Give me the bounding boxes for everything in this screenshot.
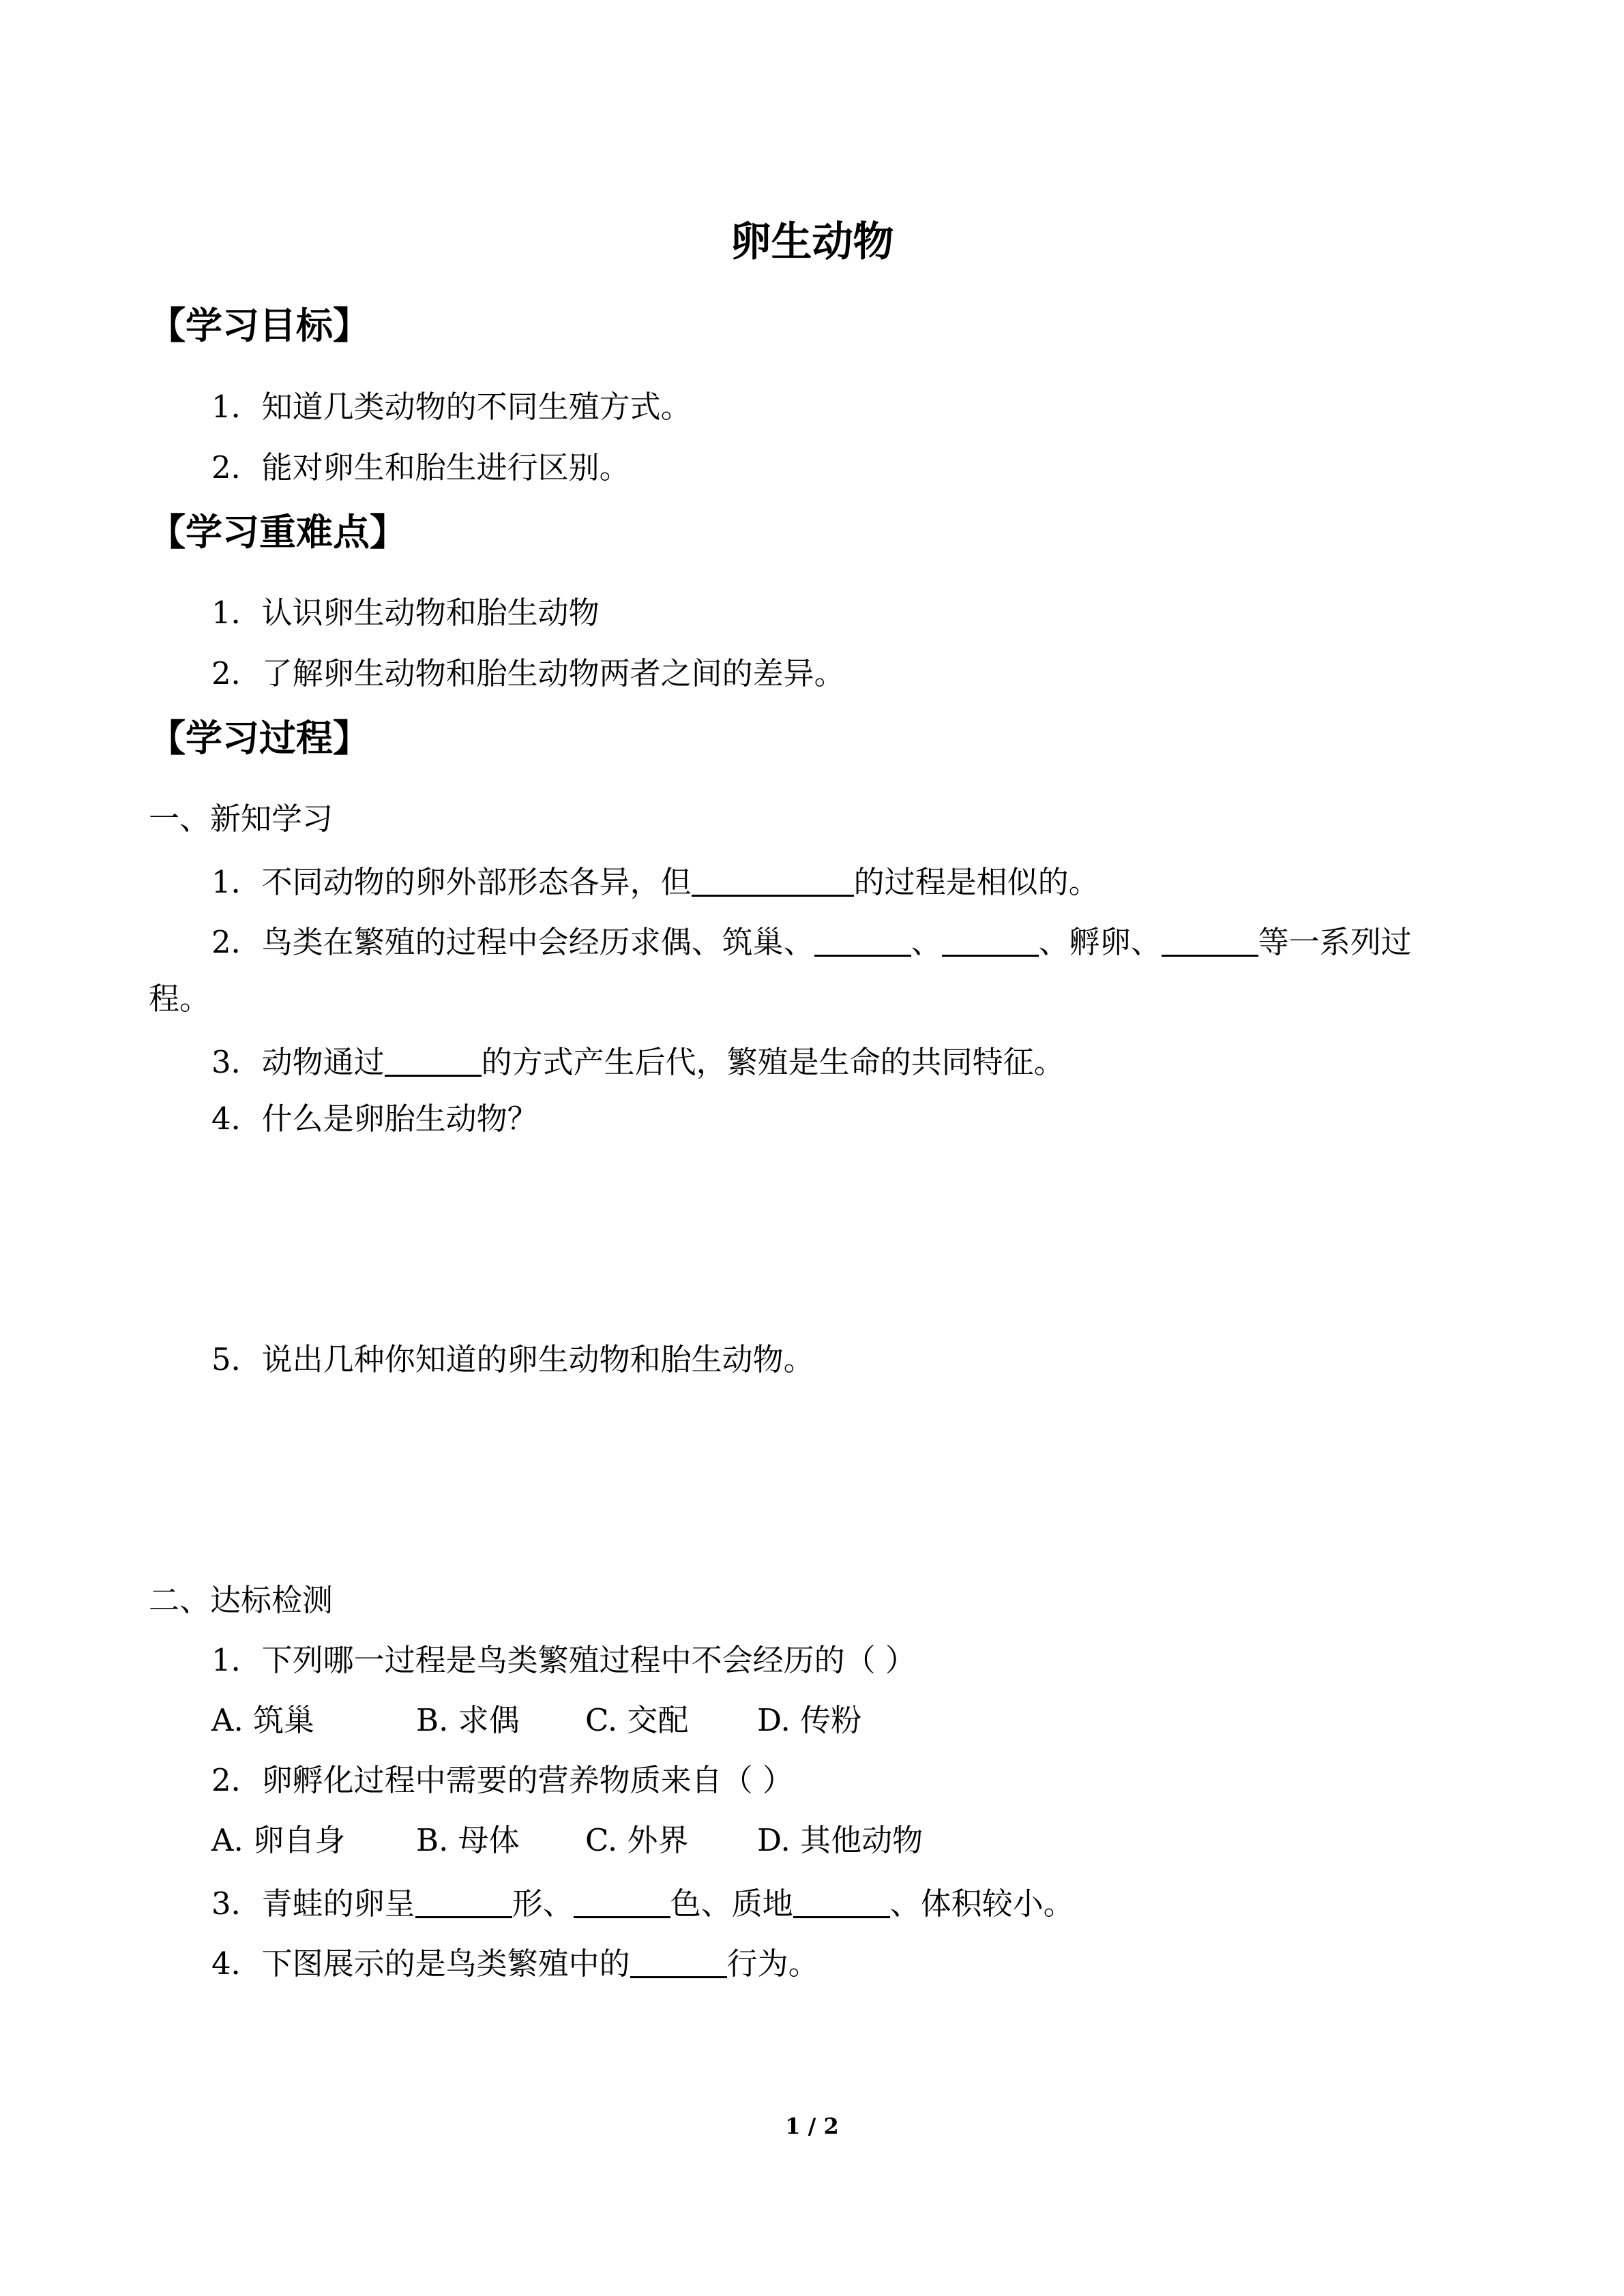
option-b[interactable]: B. 母体	[416, 1822, 520, 1858]
page-number: 1 / 2	[785, 2113, 839, 2139]
answer-blank[interactable]	[415, 1883, 512, 1918]
page-title: 卵生动物	[730, 218, 894, 266]
answer-blank[interactable]	[1162, 922, 1258, 957]
objectives-heading: 【学习目标】	[149, 304, 370, 347]
option-c[interactable]: C. 外界	[585, 1822, 689, 1858]
answer-blank[interactable]	[942, 922, 1039, 957]
part1-heading: 一、新知学习	[149, 801, 334, 837]
part1-question-3: 3．动物通过 的方式产生后代，繁殖是生命的共同特征。	[211, 1038, 1065, 1084]
option-d[interactable]: D. 传粉	[757, 1702, 862, 1738]
option-c[interactable]: C. 交配	[585, 1702, 689, 1738]
answer-blank[interactable]	[385, 1042, 482, 1077]
option-a[interactable]: A. 卵自身	[211, 1822, 346, 1858]
option-d[interactable]: D. 其他动物	[757, 1822, 924, 1858]
part1-question-4: 4．什么是卵胎生动物？	[211, 1101, 538, 1137]
answer-blank[interactable]	[630, 1943, 727, 1978]
objective-item-2: 2．能对卵生和胎生进行区别。	[211, 449, 630, 486]
answer-blank[interactable]	[574, 1883, 670, 1918]
part2-question-4: 4．下图展示的是鸟类繁殖中的 行为。	[211, 1939, 819, 1985]
part2-question-2: 2．卵孵化过程中需要的营养物质来自（ ）	[211, 1762, 793, 1798]
answer-blank[interactable]	[692, 862, 854, 897]
part1-question-2-continued: 程。	[149, 981, 211, 1017]
key-points-heading: 【学习重难点】	[149, 511, 407, 554]
objective-item-1: 1．知道几类动物的不同生殖方式。	[211, 389, 692, 425]
key-point-item-2: 2．了解卵生动物和胎生动物两者之间的差异。	[211, 655, 845, 691]
answer-blank[interactable]	[793, 1883, 890, 1918]
part2-question-1: 1．下列哪一过程是鸟类繁殖过程中不会经历的（ ）	[211, 1642, 916, 1678]
part1-question-1: 1．不同动物的卵外部形态各异，但 的过程是相似的。	[211, 858, 1099, 904]
answer-blank[interactable]	[814, 922, 911, 957]
option-a[interactable]: A. 筑巢	[211, 1702, 315, 1738]
process-heading: 【学习过程】	[149, 717, 370, 760]
part1-question-5: 5．说出几种你知道的卵生动物和胎生动物。	[211, 1341, 814, 1377]
key-point-item-1: 1．认识卵生动物和胎生动物	[211, 595, 600, 631]
option-b[interactable]: B. 求偶	[416, 1702, 520, 1738]
part1-question-2: 2．鸟类在繁殖的过程中会经历求偶、筑巢、 、 、孵卵、 等一系列过	[211, 918, 1412, 964]
part2-heading: 二、达标检测	[149, 1582, 334, 1618]
part2-question-3: 3．青蛙的卵呈 形、 色、质地 、体积较小。	[211, 1879, 1074, 1925]
